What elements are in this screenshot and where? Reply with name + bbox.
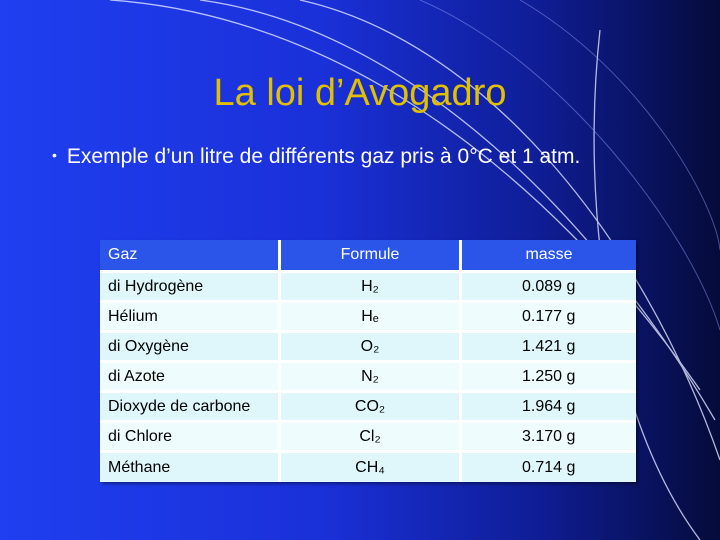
table-header-row: [100, 240, 636, 272]
cell-formule: CO₂: [280, 392, 461, 422]
cell-gaz: di Hydrogène: [100, 272, 280, 302]
cell-formule: N₂: [280, 362, 461, 392]
bullet-text: Exemple d’un litre de différents gaz pris à 0°C et 1 atm.: [66, 145, 581, 168]
table-row: [100, 422, 636, 452]
cell-gaz: Dioxyde de carbone: [100, 392, 280, 422]
table-row: [100, 362, 636, 392]
cell-masse: 0.089 g: [461, 272, 637, 302]
table-row: [100, 452, 636, 482]
table-row: [100, 392, 636, 422]
cell-gaz: di Oxygène: [100, 332, 280, 362]
cell-masse: 1.250 g: [461, 362, 637, 392]
slide-title: La loi d’Avogadro: [213, 72, 507, 114]
bullet-item: [52, 145, 580, 169]
header-formule: Formule: [280, 240, 461, 272]
cell-gaz: di Chlore: [100, 422, 280, 452]
cell-formule: Cl₂: [280, 422, 461, 452]
cell-gaz: di Azote: [100, 362, 280, 392]
cell-masse: 1.964 g: [461, 392, 637, 422]
cell-masse: 0.714 g: [461, 452, 637, 482]
header-gaz: Gaz: [100, 240, 280, 272]
bullet-marker: •: [52, 147, 57, 163]
gas-table: [100, 240, 636, 482]
cell-gaz: Méthane: [100, 452, 280, 482]
cell-masse: 0.177 g: [461, 302, 637, 332]
cell-formule: O₂: [280, 332, 461, 362]
table-row: [100, 272, 636, 302]
table-row: [100, 302, 636, 332]
cell-masse: 1.421 g: [461, 332, 637, 362]
header-masse: masse: [461, 240, 637, 272]
cell-masse: 3.170 g: [461, 422, 637, 452]
cell-formule: H₂: [280, 272, 461, 302]
gas-table-container: [100, 240, 636, 482]
table-row: [100, 332, 636, 362]
cell-formule: Hₑ: [280, 302, 461, 332]
cell-gaz: Hélium: [100, 302, 280, 332]
cell-formule: CH₄: [280, 452, 461, 482]
